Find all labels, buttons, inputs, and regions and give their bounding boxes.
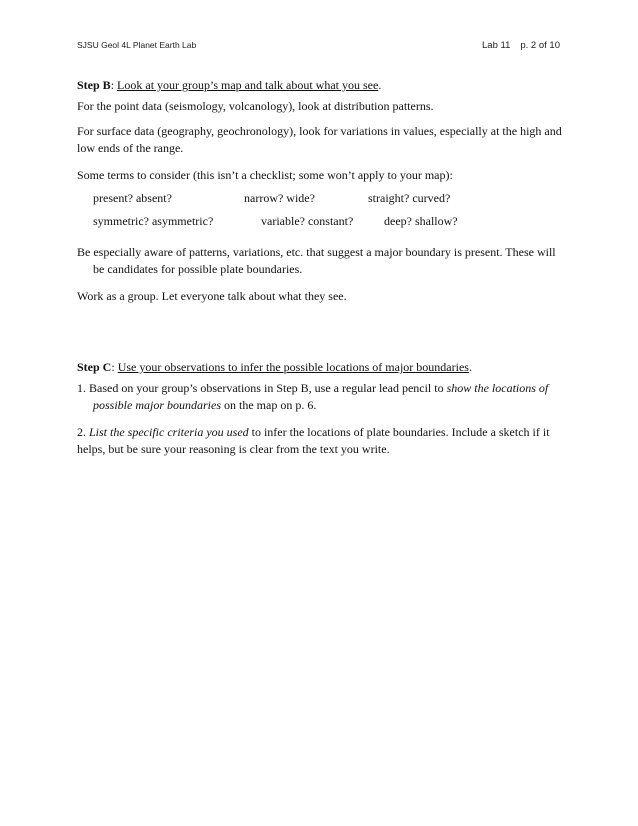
- step-c-title: Use your observations to infer the possible locations of major boundaries: [117, 360, 469, 374]
- lab-number: Lab 11: [482, 40, 511, 51]
- document-body: [77, 77, 565, 458]
- term: symmetric? asymmetric?: [93, 214, 214, 228]
- page-number: p. 2 of 10: [520, 40, 560, 51]
- step-c-item-2: 2. List the specific criteria you used to infer the locations of plate boundaries. Include a sketch if it helps, but be sure your reasoning is clear from the text you write.: [77, 425, 550, 456]
- surface-data-text: For surface data (geography, geochronology), look for variations in values, especially at the high and low ends of the range.: [77, 124, 562, 155]
- page-info: [472, 40, 560, 51]
- course-title: SJSU Geol 4L Planet Earth Lab: [77, 40, 197, 50]
- terms-row-1: [93, 190, 565, 207]
- terms-row-2: [93, 213, 565, 230]
- term: straight? curved?: [368, 191, 451, 205]
- term: deep? shallow?: [384, 214, 458, 228]
- group-work-text: Work as a group. Let everyone talk about what they see.: [77, 289, 347, 303]
- step-c-label: Step C: [77, 360, 112, 374]
- step-c-item-1: 1. Based on your group’s observations in Step B, use a regular lead pencil to show the locations of possible major boundaries on the map on p. 6.: [77, 381, 549, 412]
- terms-intro: Some terms to consider (this isn’t a checklist; some won’t apply to your map):: [77, 168, 453, 182]
- step-b-title: Look at your group’s map and talk about what you see: [117, 78, 379, 92]
- term: present? absent?: [93, 191, 172, 205]
- point-data-text: For the point data (seismology, volcanology), look at distribution patterns.: [77, 99, 434, 113]
- term: variable? constant?: [261, 214, 354, 228]
- step-b-heading: Step B: Look at your group’s map and talk about what you see.: [77, 78, 382, 92]
- page-header: [77, 40, 560, 54]
- term: narrow? wide?: [244, 191, 315, 205]
- step-c-heading: Step C: Use your observations to infer the possible locations of major boundaries.: [77, 360, 472, 374]
- step-b-label: Step B: [77, 78, 111, 92]
- boundary-awareness-text: Be especially aware of patterns, variations, etc. that suggest a major boundary is present. These will be candidates for possible plate boundaries.: [77, 245, 556, 276]
